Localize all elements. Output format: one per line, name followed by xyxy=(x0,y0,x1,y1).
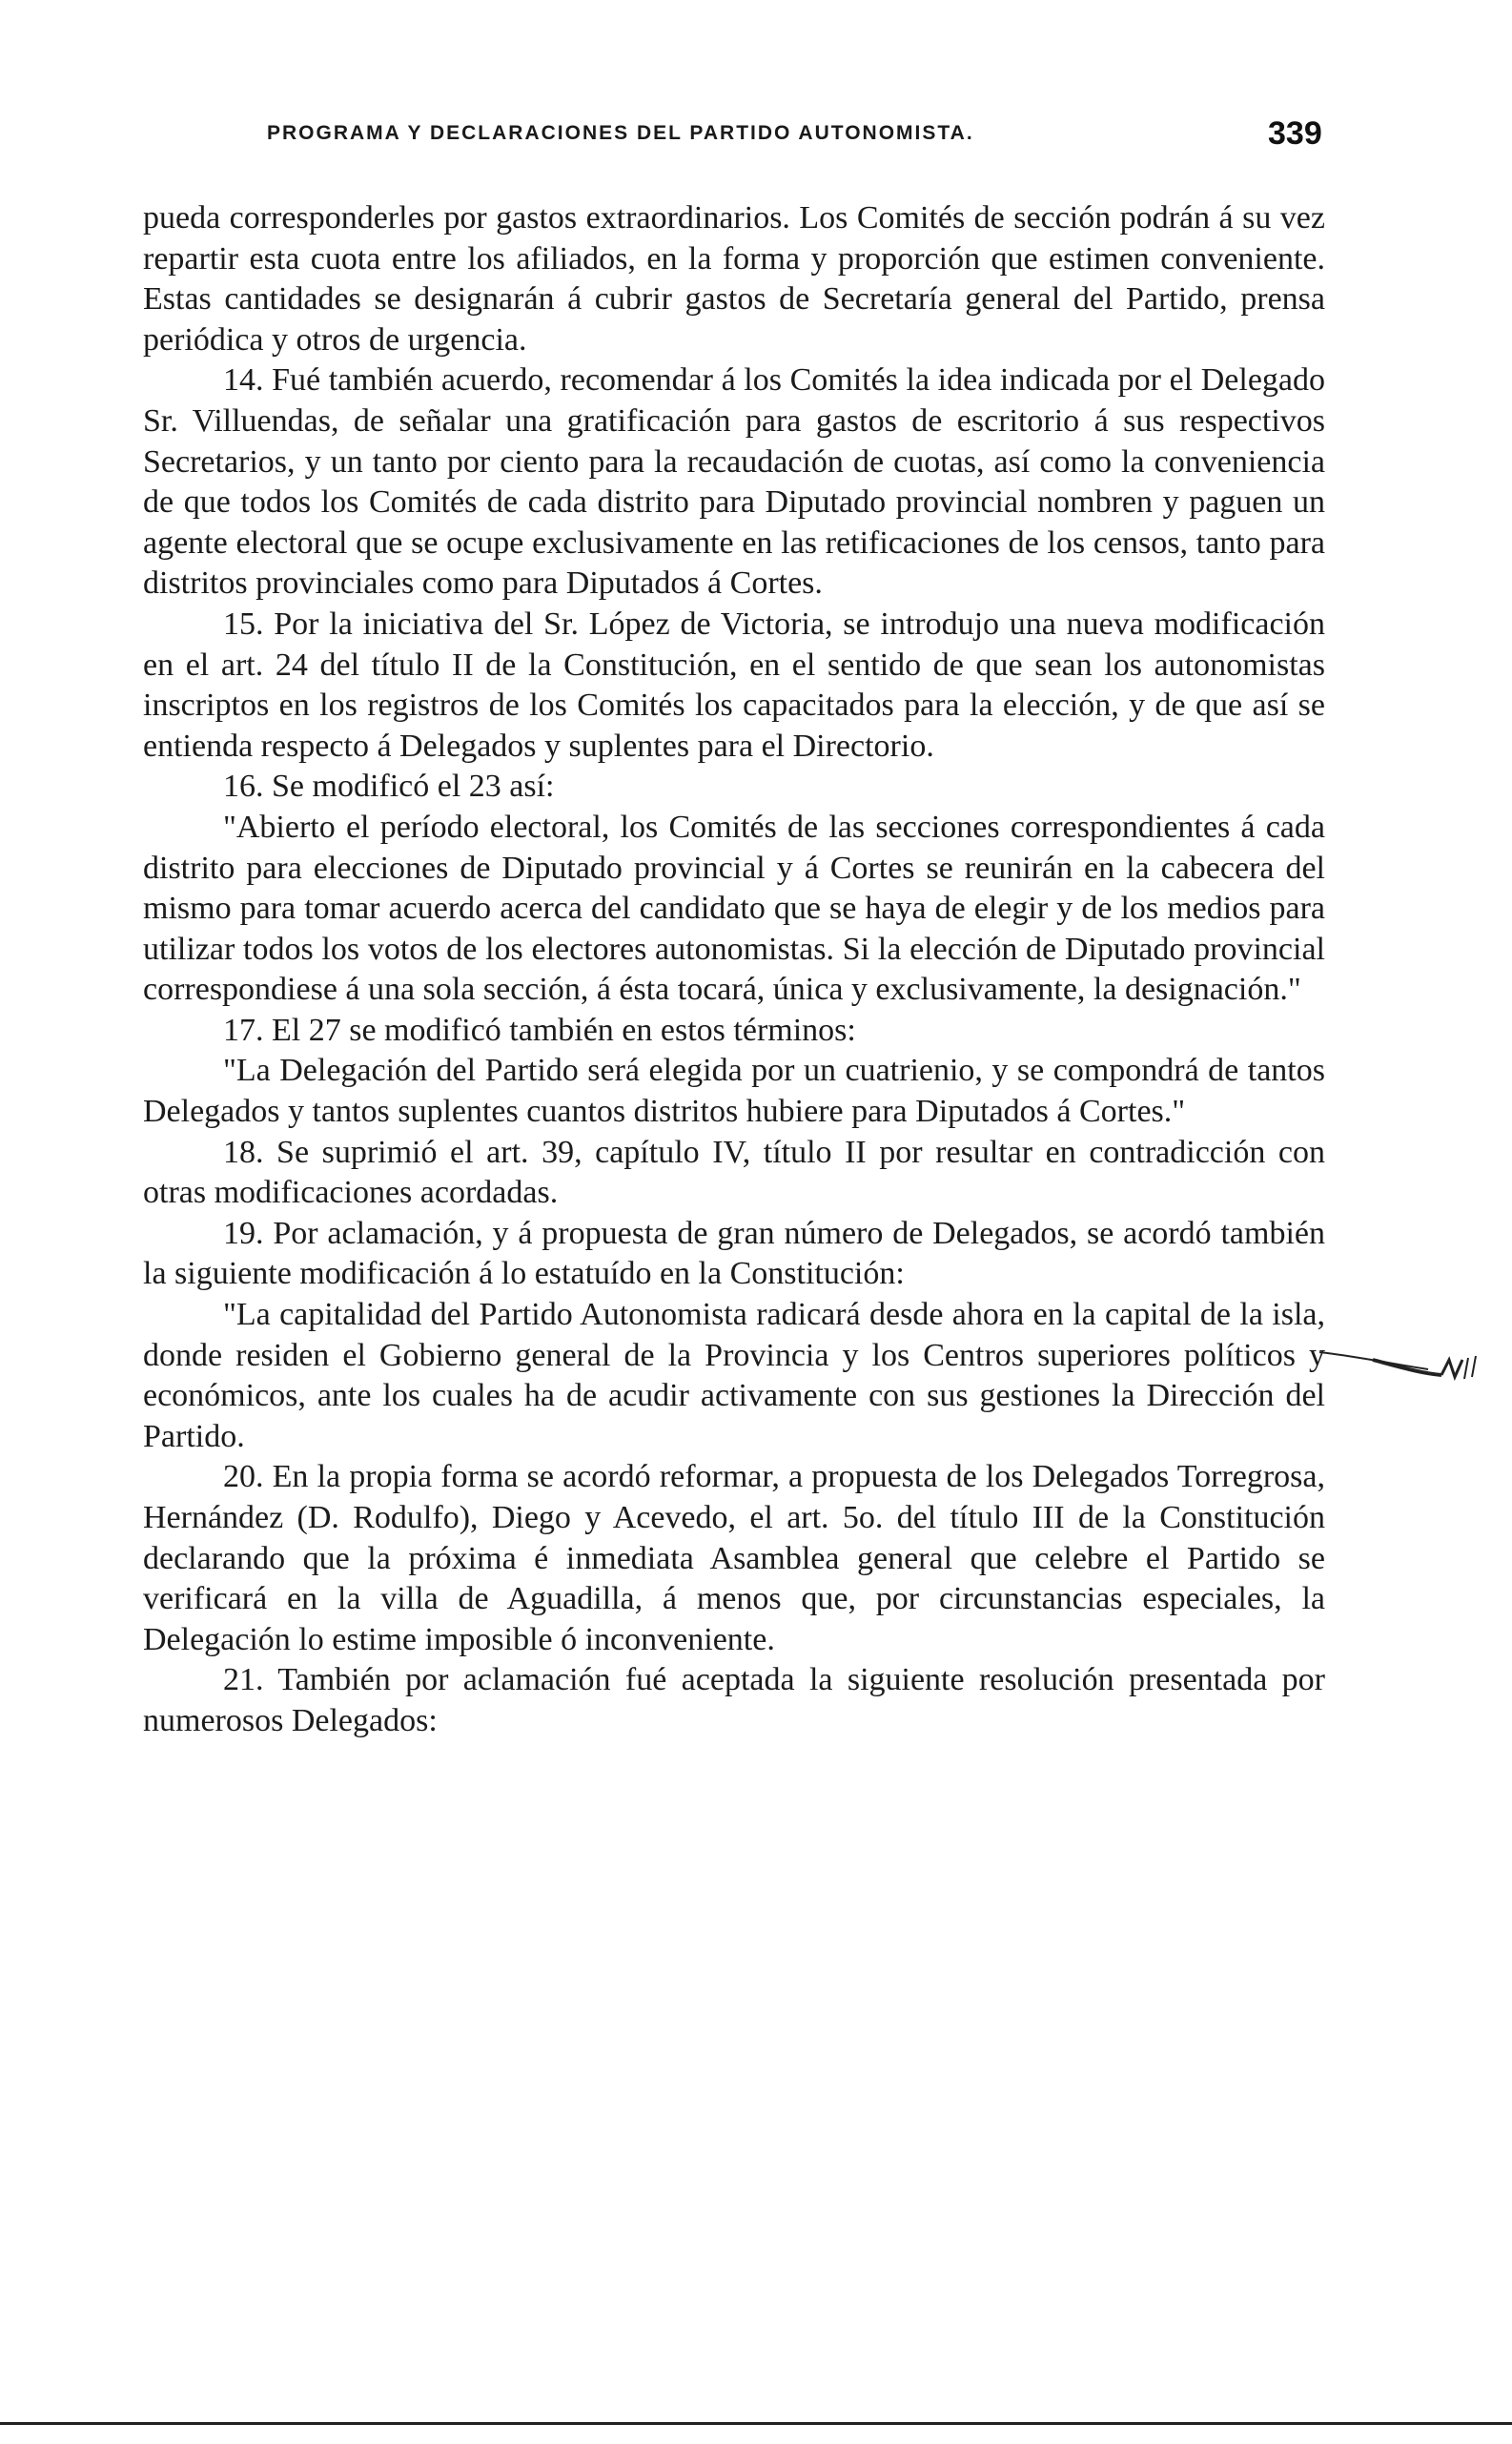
paragraph: 17. El 27 se modificó también en estos términos: xyxy=(223,1012,856,1048)
bottom-rule xyxy=(0,2422,1512,2425)
body-text xyxy=(143,198,1325,1742)
running-header: PROGRAMA Y DECLARACIONES DEL PARTIDO AUTONOMISTA. xyxy=(267,122,974,144)
paragraph: 15. Por la iniciativa del Sr. López de Victoria, se introdujo una nueva modificación en el art. 24 del título II de la Constitución, en el sentido de que sean los autonomistas inscriptos en los registros de los Comités los capacitados para la elección, y de que así se entienda respecto á Delegados y suplentes para el Directorio. xyxy=(143,606,1325,764)
margin-pen-mark-icon xyxy=(1316,1331,1487,1388)
page-number: 339 xyxy=(1268,115,1322,152)
paragraph: 20. En la propia forma se acordó reformar, a propuesta de los Delegados Torregrosa, Hernández (D. Rodulfo), Diego y Acevedo, el art. 5o. del título III de la Constitución declarando que la próxima é inmediata Asamblea general que celebre el Partido se verificará en la villa de Aguadilla, á menos que, por circunstancias especiales, la Delegación lo estime imposible ó inconveniente. xyxy=(143,1459,1325,1657)
paragraph: pueda corresponderles por gastos extraordinarios. Los Comités de sección podrán á su vez repartir esta cuota entre los afiliados, en la forma y proporción que estimen conveniente. Estas cantidades se designarán á cubrir gastos de Secretaría general del Partido, prensa periódica y otros de urgencia. xyxy=(143,200,1325,358)
paragraph: 16. Se modificó el 23 así: xyxy=(223,769,555,805)
paragraph: "La capitalidad del Partido Autonomista radicará desde ahora en la capital de la isla, donde residen el Gobierno general de la Provincia y los Centros superiores políticos y económicos, ante los cuales ha de acudir activamente con sus gestiones la Dirección del Partido. xyxy=(143,1297,1325,1454)
paragraph: 19. Por aclamación, y á propuesta de gran número de Delegados, se acordó también la siguiente modificación á lo estatuído en la Constitución: xyxy=(143,1215,1325,1292)
paragraph: "La Delegación del Partido será elegida por un cuatrienio, y se compondrá de tantos Delegados y tantos suplentes cuantos distritos hubiere para Diputados á Cortes." xyxy=(143,1053,1325,1130)
paragraph: 21. También por aclamación fué aceptada la siguiente resolución presentada por numerosos Delegados: xyxy=(143,1662,1325,1738)
paragraph: "Abierto el período electoral, los Comités de las secciones correspondientes á cada distrito para elecciones de Diputado provincial y á Cortes se reunirán en la cabecera del mismo para tomar acuerdo acerca del candidato que se haya de elegir y de los medios para utilizar todos los votos de los electores autonomistas. Si la elección de Diputado provincial correspondiese á una sola sección, á ésta tocará, única y exclusivamente, la designación." xyxy=(143,809,1325,1008)
paragraph: 18. Se suprimió el art. 39, capítulo IV, título II por resultar en contradicción con otras modificaciones acordadas. xyxy=(143,1134,1325,1211)
paragraph: 14. Fué también acuerdo, recomendar á los Comités la idea indicada por el Delegado Sr. Villuendas, de señalar una gratificación para gastos de escritorio á sus respectivos Secretarios, y un tanto por ciento para la recaudación de cuotas, así como la conveniencia de que todos los Comités de cada distrito para Diputado provincial nombren y paguen un agente electoral que se ocupe exclusivamente en las retificaciones de los censos, tanto para distritos provinciales como para Diputados á Cortes. xyxy=(143,362,1325,602)
